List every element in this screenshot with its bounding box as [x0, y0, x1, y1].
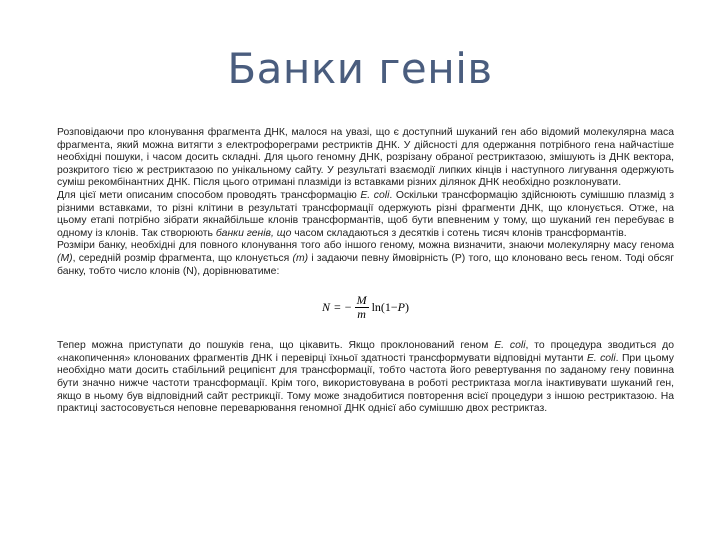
- formula-row: [57, 284, 674, 330]
- formula: [57, 284, 674, 330]
- text-run: , середній розмір фрагмента, що клонується: [72, 252, 293, 264]
- text-run: . При цьому необхідно мати досить стабільний реципієнт для трансформації, тобто частота його ревертування по заданому гену повинна бути значно нижче частоти трансформації. Крім того, використовувана в роботі рестриктаза могла інактивувати шуканий ген, якщо в ньому був відповідний сайт рестрикції. Тому може знадобитися повторення всієї процедури з іншою рестриктазою. На практиці застосовується неповне переварювання геномної ДНК однієї або сумішшю двох рестриктаз.: [57, 352, 675, 415]
- formula-numerator: M: [356, 293, 367, 308]
- paragraphs-before: [57, 127, 674, 278]
- slide-title: Банки генів: [227, 44, 493, 93]
- text-run: Розміри банку, необхідні для повного клонування того або іншого геному, можна визначити, знаючи молекулярну масу генома: [57, 240, 674, 252]
- text-run: і задаючи певну ймовірність (Р) того, що клоновано весь геном. Тоді обсяг банку, тобто число клонів (N), дорівнюватиме:: [57, 252, 674, 277]
- formula-close: ): [405, 299, 410, 314]
- paragraph: [57, 127, 674, 190]
- italic-text: E. coli: [494, 340, 526, 352]
- text-run: , то процедура зводиться до «накопичення» клонованих фрагментів ДНК і перевірці їхньої здатності трансформувати відповідні мутанти: [57, 340, 675, 364]
- text-run: часом складаються з десятків і сотень тисяч клонів трансформантів.: [291, 227, 627, 239]
- formula-minus: −: [344, 299, 352, 314]
- text-run: Для цієї мети описаним способом проводять трансформацію: [57, 189, 361, 201]
- italic-text: (m): [292, 252, 309, 264]
- italic-text: (М): [57, 252, 73, 264]
- paragraph: [57, 240, 674, 278]
- formula-denominator: m: [357, 306, 366, 321]
- formula-log: ln(1−: [371, 299, 398, 314]
- text-run: Розповідаючи про клонування фрагмента ДНК, малося на увазі, що є доступний шуканий ген або відомий молекулярна маса фрагмента, який можна витягти з електрофореграми рестриктів ДНК. У дійсності для одержання потрібного гена найчастіше необхідні пошуки, і часом досить складні. Для цього геномну ДНК, розрізану обраної рестриктазою, змішують із ДНК вектора, розкритого тією ж рестриктазою по унікальному сайту. У результаті взаємодії липких кінців і наступного лигування одержують суміш рекомбінантних ДНК. Після цього отримані плазміди із вставками різних ділянок ДНК необхідно розклонувати.: [57, 127, 674, 189]
- text-run: . Оскільки трансформацію здійснюють сумішшю плазмід з різними вставками, то різні клітини в результаті трансформації одержують різні фрагменти ДНК, що клонується. Отже, на цьому етапі потрібно зібрати якнайбільше клонів трансформантів, щоб бути впевненим у тому, що шуканий ген перебуває в одному із клонів. Так створюють: [57, 189, 674, 239]
- slide-body: [57, 127, 674, 416]
- formula-variable: P: [397, 299, 406, 314]
- formula-lhs: N: [321, 299, 330, 314]
- italic-text: E. coli: [586, 352, 616, 364]
- italic-text: E. coli: [360, 189, 390, 201]
- formula-fraction: [355, 294, 369, 320]
- formula-equals: =: [334, 299, 341, 314]
- paragraph: [57, 190, 674, 240]
- text-run: Тепер можна приступати до пошуків гена, що цікавить. Якщо проклонований геном: [57, 340, 495, 352]
- paragraph: [57, 340, 674, 416]
- paragraphs-after: [57, 340, 674, 416]
- italic-text: банки генів, що: [215, 227, 292, 239]
